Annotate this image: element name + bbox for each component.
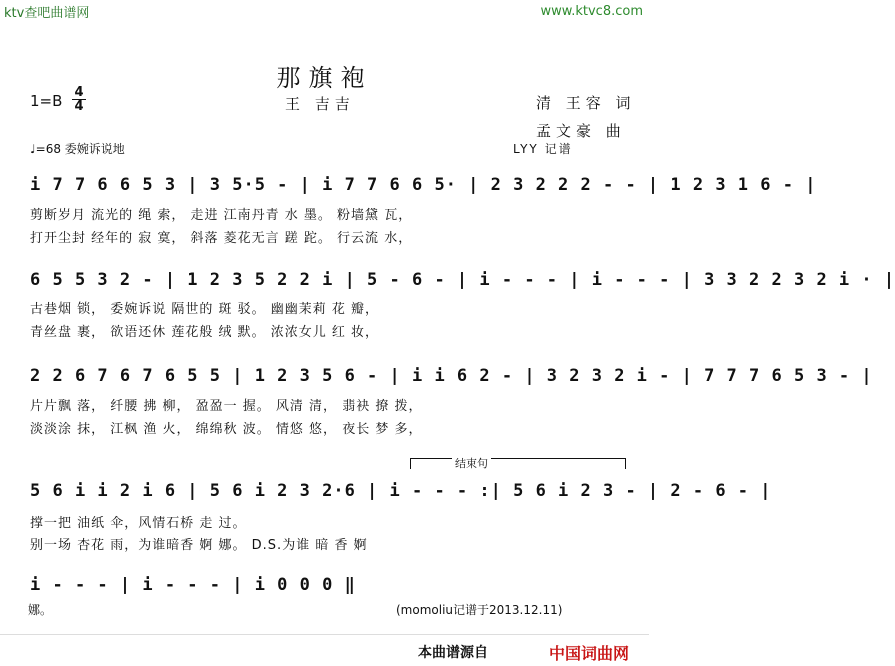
- lyric-line-4-verse-2: 别一场 杏花 雨，为谁暗香 婀 娜。 D.S.为谁 暗 香 婀: [30, 538, 368, 553]
- notation-line-4: 5 6 i i 2 i 6 | 5 6 i 2 3 2·6 | i - - - :| 5 6 i 2 3 - | 2 - 6 - |: [30, 481, 772, 501]
- notation-line-3: 2 2 6 7 6 7 6 5 5 | 1 2 3 5 6 - | i i 6 2 - | 3 2 3 2 i - | 7 7 7 6 5 3 - |: [30, 366, 873, 386]
- watermark-left: ktv查吧曲谱网: [4, 6, 90, 21]
- lyric-line-4-verse-1: 撑一把 油纸 伞，风情石桥 走 过。: [30, 516, 247, 531]
- footer-site-name[interactable]: 中国词曲网: [549, 644, 630, 663]
- lyricist: 清 王容 词: [536, 94, 636, 112]
- notation-line-2: 6 5 5 3 2 - | 1 2 3 5 2 2 i | 5 - 6 - | i - - - | i - - - | 3 3 2 2 3 2 i · |: [30, 270, 895, 290]
- time-sig-bottom: 4: [74, 99, 84, 114]
- key-signature: 1=B: [30, 92, 63, 110]
- footer-source-label: 本曲谱源自: [418, 645, 488, 661]
- lyric-line-3-verse-1: 片片飘 落， 纤腰 拂 柳， 盈盈一 握。 风清 清， 翡袂 撩 拨，: [30, 399, 423, 414]
- singer: 王 吉吉: [285, 95, 355, 113]
- lyric-line-1-verse-1: 剪断岁月 流光的 绳 索， 走进 江南丹青 水 墨。 粉墙黛 瓦，: [30, 208, 413, 223]
- lyric-line-2-verse-2: 青丝盘 裹， 欲语还休 莲花般 绒 默。 浓浓女儿 红 妆，: [30, 325, 380, 340]
- composer: 孟文豪 曲: [536, 122, 626, 140]
- lyric-line-3-verse-2: 淡淡涂 抹， 江枫 渔 火， 绵绵秋 波。 情悠 悠， 夜长 梦 多，: [30, 422, 423, 437]
- notation-line-1: i 7 7 6 6 5 3 | 3 5·5 - | i 7 7 6 6 5· | 2 3 2 2 2 - - | 1 2 3 1 6 - |: [30, 175, 817, 195]
- tempo-marking: ♩=68 委婉诉说地: [30, 142, 125, 156]
- time-sig-top: 4: [72, 86, 86, 100]
- ending-label: 结束句: [452, 455, 491, 471]
- notation-line-5: i - - - | i - - - | i 0 0 0 ‖: [30, 575, 356, 595]
- lyric-line-5: 娜。: [28, 603, 53, 617]
- lyric-line-1-verse-2: 打开尘封 经年的 寂 寞， 斜落 菱花无言 蹉 跎。 行云流 水，: [30, 231, 413, 246]
- transcription-note: (momoliu记谱于2013.12.11): [396, 603, 563, 617]
- time-signature: [72, 86, 86, 113]
- lyric-line-2-verse-1: 古巷烟 锁， 委婉诉说 隔世的 斑 驳。 幽幽茉莉 花 瓣，: [30, 302, 380, 317]
- ending-bracket: [410, 458, 626, 469]
- watermark-right: www.ktvc8.com: [540, 4, 643, 19]
- arranger: LYY 记谱: [513, 142, 573, 156]
- footer-divider: [0, 634, 649, 635]
- song-title: 那旗袍: [276, 64, 373, 92]
